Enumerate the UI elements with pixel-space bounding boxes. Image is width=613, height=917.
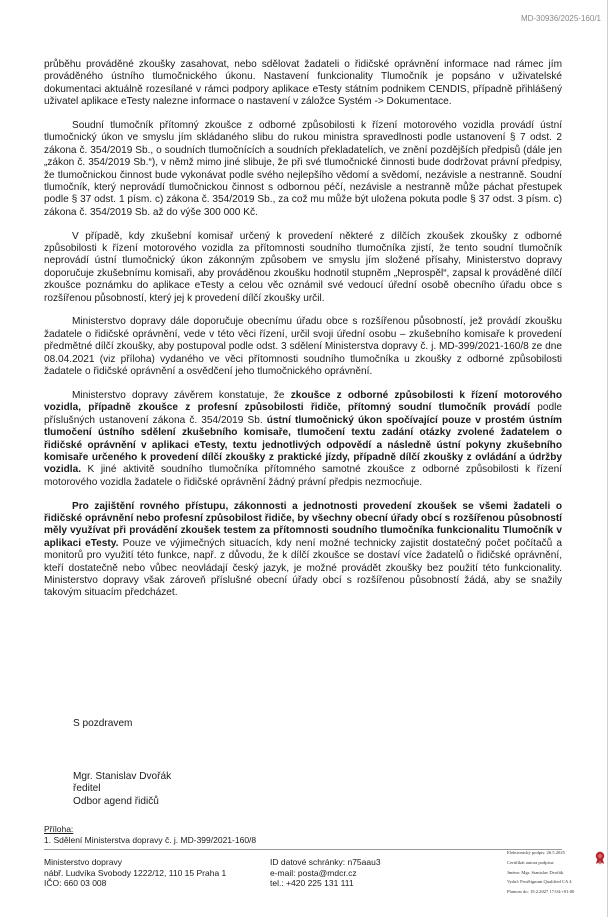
seal-icon [594, 851, 606, 865]
esig-validity: Platnost do: 19.2.2027 17:04:+01:00 [507, 889, 575, 895]
body-paragraph [44, 120, 562, 219]
paragraph-text: průběhu prováděné zkoušky zasahovat, nebo sdělovat žadateli o řidičské oprávnění informace nad rámec jím prováděného ústního tlumočnického úkonu. Nastavení funkcionality Tlumočník je popsáno v uživatelské dokumentaci aktuálně rozesílané v rámci podpory aplikace eTesty státním podnikem CENDIS, případně přihlášený uživatel aplikace eTesty nalezne informace o nastavení v záložce Systém -> Dokumentace. [44, 59, 562, 108]
body-paragraph [44, 501, 562, 600]
bold-text: ústní tlumočnický úkon spočívající pouze v prostém ústním tlumočení ústního sdělení zkušebního komisaře, tlumočení textu zadání otázky zvolené žadatelem o řidičské oprávnění v aplikaci eTesty, textu jednotlivých odpovědí a následně ústní pokyny zkušebního komisaře určeného k provedení dílčí zkoušky z praktické jízdy, případně dílčí zkoušky z ovládání a údržby vozidla. [44, 414, 562, 476]
footer-phone: tel.: +420 225 131 111 [270, 878, 354, 889]
footer-org: Ministerstvo dopravy [44, 857, 122, 867]
body-paragraph [44, 390, 562, 489]
paragraph-text: Ministerstvo dopravy závěrem konstatuje, že [72, 389, 291, 401]
signatory-department: Odbor agend řidičů [73, 795, 159, 807]
bold-text: zkoušce z odborné způsobilosti k řízení motorového vozidla, případně zkoušce z profesní způsobilosti řidiče, přítomný soudní tlumočník provádí [44, 389, 562, 414]
body-paragraph [44, 59, 562, 109]
esig-date: Elektronický podpis: 26.5.2025 [507, 850, 565, 855]
footer-databox: ID datové schránky: n75aau3 [270, 857, 381, 867]
footer-email: e-mail: posta@mdcr.cz [270, 867, 357, 878]
footer-street: nábř. Ludvíka Svobody 1222/12, 110 15 Praha 1 [44, 867, 227, 878]
paragraph-text: Soudní tlumočník přítomný zkoušce z odborné způsobilosti k řízení motorového vozidla provádí ústní tlumočnický úkon ve smyslu jím skládaného slibu do rukou ministra spravedlnosti podle ustanovení § 7 odst. 2 zákona č. 354/2019 Sb., o soudních tlumočnících a soudních překladatelích, ve znění pozdějších předpisů (dále jen „zákon č. 354/2019 Sb.“), v němž mimo jiné slibuje, že při své tlumočnické činnosti bude dodržovat právní předpisy, že tlumočnickou činnost bude vykonávat podle svého nejlepšího vědomí a svědomí, nezávisle a nestranně. Soudní tlumočník, který neprovádí tlumočnickou činnost s odbornou péčí, nezávisle a nestranně může páchat přestupek podle § 37 odst. 1 písm. c) zákona č. 354/2019 Sb., za což mu může být uložena pokuta podle § 37 odst. 3 písm. c) zákona č. 354/2019 Sb. až do výše 300 000 Kč. [44, 120, 562, 218]
attachment-title: Příloha: [44, 824, 74, 834]
electronic-signature [507, 848, 607, 897]
page-edge [607, 0, 608, 917]
letter-body [44, 59, 562, 611]
footer-address [44, 857, 226, 889]
paragraph-text: K jiné aktivitě soudního tlumočníka přítomného samotné zkoušce z odborné způsobilosti k řízení motorového vozidla žadatele o řidičské oprávnění žádný právní předpis nezmocňuje. [44, 464, 562, 488]
paragraph-text: Ministerstvo dopravy dále doporučuje obecnímu úřadu obce s rozšířenou působností, jež provádí zkoušku žadatele o řidičské oprávnění, vede v této věci řízení, určil svoji úřední osobu – zkušebního komisaře k provedení předmětné dílčí zkoušky, aby postupoval podle odst. 3 sdělení Ministerstva dopravy č. j. MD-399/2021-160/8 ze dne 08.04.2021 (viz příloha) vydaného ve věci přítomnosti soudního tlumočníka u zkoušky z odborné způsobilosti žadatele o řidičské oprávnění a osvědčení jeho tlumočnického oprávnění. [44, 316, 562, 378]
esig-name: Jméno: Mgr. Stanislav Dvořák [507, 869, 564, 875]
body-paragraph [44, 231, 562, 305]
body-paragraph [44, 316, 562, 378]
signatory-name: Mgr. Stanislav Dvořák [73, 771, 172, 782]
document-reference: MD-30936/2025-160/1 [520, 14, 601, 23]
paragraph-text: podle příslušných ustanovení zákona č. 354/2019 Sb. [44, 402, 562, 426]
signature-block [73, 771, 171, 808]
esig-issuer: Vydal: PostSignum Qualified CA 4 [507, 879, 572, 885]
bold-text: Pro zajištění rovného přístupu, zákonnosti a jednotnosti provedení zkoušek se všemi žadateli o řidičské oprávnění nebo profesní způsobilost řidiče, by všechny obecní úřady obcí s rozšířenou působností měly využívat při provádění zkoušek testem za přítomnosti soudního tlumočníka funkcionalitu Tlumočník v aplikaci eTesty. [44, 500, 562, 549]
attachment-item: 1. Sdělení Ministerstva dopravy č. j. MD-399/2021-160/8 [44, 835, 257, 845]
greeting: S pozdravem [73, 718, 133, 729]
footer-ico: IČO: 660 03 008 [44, 878, 107, 889]
footer-divider [44, 849, 562, 850]
footer-contact [270, 857, 381, 889]
paragraph-text: V případě, kdy zkušební komisař určený k provedení některé z dílčích zkoušek zkoušky z odborné způsobilosti k řízení motorového vozidla za přítomnosti soudního tlumočníka zjistí, že tento soudní tlumočník neprovádí ústní tlumočnický úkon zákonným způsobem ve smyslu jím složené přísahy, Ministerstvo dopravy doporučuje zkušebnímu komisaři, aby prováděnou zkoušku hodnotil stupněm „Neprospěl“, zapsal k prováděné dílčí zkoušce poznámku do aplikace eTesty a celou věc oznámil své vedoucí úřední osobě obecního úřadu obce s rozšířenou působností, který jej k provedení dílčí zkoušky určil. [44, 230, 562, 304]
esig-cert: Certifikát autora podpisu: [507, 859, 555, 865]
paragraph-text: Pouze ve výjimečných situacích, kdy není možné technicky zajistit dostatečný počet počítačů a monitorů pro využití této funkce, např. z důvodu, že k dílčí zkoušce se dostaví více žadatelů o řidičské oprávnění, kteří dostatečně nebo vůbec neovládají český jazyk, je možné provádět zkoušky bez použití této funkcionality. Ministerstvo dopravy však zároveň příslušné obecní úřady obcí s rozšířenou působností žádá, aby se snažily takovým situacím předcházet. [44, 537, 562, 599]
signatory-role: ředitel [73, 783, 101, 795]
